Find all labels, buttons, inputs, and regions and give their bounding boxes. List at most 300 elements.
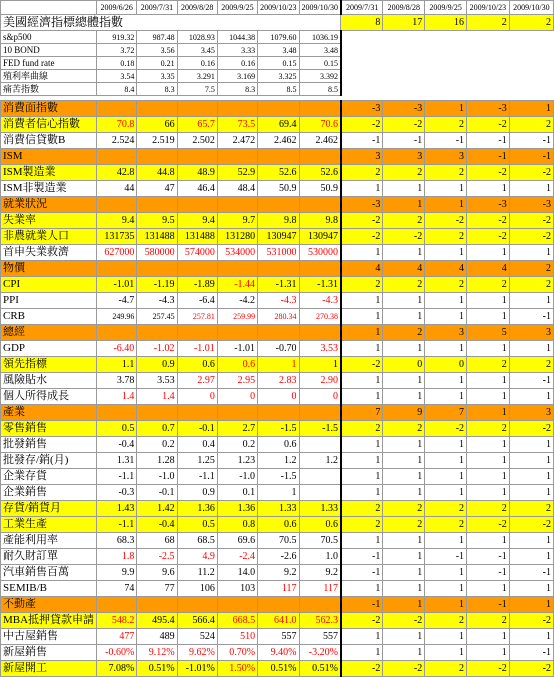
score-cell: 3 <box>509 325 553 341</box>
score-cell: 2 <box>341 501 383 517</box>
indicator-label: 非農就業人口 <box>1 229 97 245</box>
indicator-value: 1.33 <box>299 501 341 517</box>
indicator-value: 1.36 <box>177 501 217 517</box>
indicator-value <box>258 197 299 213</box>
indicator-row <box>1 629 554 645</box>
indicator-value <box>217 261 257 277</box>
indicator-value: 0 <box>258 389 299 405</box>
score-cell: 2 <box>383 165 425 181</box>
indicator-value: -1.01% <box>177 661 217 677</box>
indicator-row <box>1 133 554 149</box>
category-row <box>1 101 554 117</box>
summary-label: FED fund rate <box>1 57 97 70</box>
score-cell: 9 <box>383 405 425 421</box>
indicator-row <box>1 309 554 325</box>
indicator-value: 0.8 <box>217 517 257 533</box>
indicator-value: -1.5 <box>299 421 341 437</box>
indicator-label: 存貨/銷貨月 <box>1 501 97 517</box>
score-cell: 1 <box>425 293 467 309</box>
score-cell: 1 <box>425 597 467 613</box>
indicator-value: 477 <box>97 629 137 645</box>
summary-value: 3.291 <box>177 70 217 83</box>
indicator-value: 0.6 <box>258 517 299 533</box>
indicator-value: 52.9 <box>217 165 257 181</box>
indicator-row <box>1 501 554 517</box>
indicator-value <box>258 405 299 421</box>
score-date-header: 2009/10/23 <box>467 1 510 15</box>
indicator-value: 2.83 <box>258 373 299 389</box>
indicator-value: -1.01 <box>97 277 137 293</box>
indicator-value: 259.99 <box>217 309 257 325</box>
score-cell: 1 <box>467 309 510 325</box>
score-cell: 1 <box>341 437 383 453</box>
score-cell: 1 <box>425 309 467 325</box>
score-total: 17 <box>383 15 425 31</box>
summary-value: 3.169 <box>217 70 257 83</box>
indicator-value <box>137 261 177 277</box>
score-cell: 1 <box>425 533 467 549</box>
score-cell: 1 <box>509 181 553 197</box>
score-cell: 2 <box>467 421 510 437</box>
indicator-value: 9.5 <box>137 213 177 229</box>
title-row <box>1 15 554 31</box>
score-cell: -1 <box>341 597 383 613</box>
indicator-value: 9.8 <box>258 213 299 229</box>
indicator-value: 74 <box>97 581 137 597</box>
indicator-value: 131280 <box>217 229 257 245</box>
score-cell: 1 <box>425 389 467 405</box>
indicator-value: 627000 <box>97 245 137 261</box>
indicator-value: -1.02 <box>137 341 177 357</box>
score-date-header: 2009/7/31 <box>341 1 383 15</box>
score-cell: 2 <box>425 613 467 629</box>
score-cell: 4 <box>341 261 383 277</box>
indicator-value <box>299 149 341 165</box>
score-cell: 1 <box>425 181 467 197</box>
score-cell: 1 <box>425 341 467 357</box>
score-cell: 7 <box>341 405 383 421</box>
score-cell: -1 <box>341 565 383 581</box>
summary-value: 3.35 <box>137 70 177 83</box>
score-cell: -2 <box>467 213 510 229</box>
indicator-value: 0.51% <box>299 661 341 677</box>
indicator-label: 新屋銷售 <box>1 645 97 661</box>
summary-value: 3.56 <box>137 44 177 57</box>
score-cell: 1 <box>383 565 425 581</box>
indicator-value: -1.5 <box>258 421 299 437</box>
indicator-label: 消費者信心指數 <box>1 117 97 133</box>
indicator-value: -4.7 <box>97 293 137 309</box>
score-cell: -2 <box>467 117 510 133</box>
summary-row <box>1 70 554 83</box>
score-cell: 1 <box>467 181 510 197</box>
indicator-value: 1.0 <box>299 549 341 565</box>
score-cell: 2 <box>425 117 467 133</box>
summary-blank-cell <box>341 70 554 83</box>
indicator-value: 1.43 <box>97 501 137 517</box>
indicator-value: 257.45 <box>137 309 177 325</box>
score-cell: 3 <box>425 325 467 341</box>
indicator-value: 44.8 <box>137 165 177 181</box>
indicator-value <box>217 101 257 117</box>
indicator-value: -2.5 <box>137 549 177 565</box>
indicator-value <box>177 149 217 165</box>
score-cell: -3 <box>341 101 383 117</box>
indicator-value: 270.38 <box>299 309 341 325</box>
category-row <box>1 405 554 421</box>
summary-value: 3.45 <box>177 44 217 57</box>
score-cell: 1 <box>467 405 510 421</box>
indicator-value: 2.90 <box>299 373 341 389</box>
indicator-label: 批發銷售 <box>1 437 97 453</box>
summary-value: 3.72 <box>97 44 137 57</box>
score-total: 16 <box>425 15 467 31</box>
score-cell: 4 <box>467 261 510 277</box>
score-cell: -1 <box>509 149 553 165</box>
indicator-value: 2.97 <box>177 373 217 389</box>
score-cell: -1 <box>509 645 553 661</box>
indicator-value: 69.4 <box>258 117 299 133</box>
score-cell: 1 <box>425 197 467 213</box>
score-cell: -3 <box>467 101 510 117</box>
indicator-value: 0 <box>217 389 257 405</box>
score-cell: -2 <box>341 213 383 229</box>
indicator-row <box>1 229 554 245</box>
summary-value: 3.33 <box>217 44 257 57</box>
indicator-value: 0.51% <box>258 661 299 677</box>
indicator-value: 1.2 <box>258 453 299 469</box>
score-cell: 1 <box>383 629 425 645</box>
date-header: 2009/6/26 <box>97 1 137 15</box>
indicator-value <box>299 325 341 341</box>
score-cell: 1 <box>383 437 425 453</box>
score-cell: 1 <box>467 341 510 357</box>
score-cell: -1 <box>341 549 383 565</box>
indicator-value: 4.9 <box>177 549 217 565</box>
date-header: 2009/7/31 <box>137 1 177 15</box>
indicator-value: 524 <box>177 629 217 645</box>
indicator-value: 0.4 <box>177 437 217 453</box>
indicator-value: 9.4 <box>177 213 217 229</box>
indicator-value <box>97 325 137 341</box>
indicator-value: 0.51% <box>137 661 177 677</box>
score-cell: 1 <box>383 453 425 469</box>
score-cell: 1 <box>425 645 467 661</box>
indicator-value: -4.2 <box>217 293 257 309</box>
indicator-label: 失業率 <box>1 213 97 229</box>
indicator-value: 131488 <box>137 229 177 245</box>
score-total: 2 <box>467 15 510 31</box>
category-row <box>1 197 554 213</box>
indicator-value: 3.53 <box>137 373 177 389</box>
indicator-row <box>1 181 554 197</box>
score-cell: 1 <box>425 437 467 453</box>
indicator-value: 562.3 <box>299 613 341 629</box>
header-dates-row <box>1 1 554 15</box>
indicator-value: 0.9 <box>137 357 177 373</box>
summary-value: 8.4 <box>97 83 137 96</box>
score-cell: -2 <box>383 229 425 245</box>
indicator-value: 70.5 <box>299 533 341 549</box>
category-row <box>1 597 554 613</box>
indicator-value: -1.19 <box>137 277 177 293</box>
indicator-value: 0.6 <box>177 357 217 373</box>
indicator-value: 1.4 <box>137 389 177 405</box>
score-cell: 2 <box>509 277 553 293</box>
indicator-label: 消費信貸數B <box>1 133 97 149</box>
score-cell: -2 <box>383 661 425 677</box>
score-cell: 1 <box>383 389 425 405</box>
score-cell: 1 <box>467 453 510 469</box>
indicator-value: 0.5 <box>177 517 217 533</box>
indicator-value <box>217 197 257 213</box>
indicator-value: -4.3 <box>258 293 299 309</box>
indicator-value: 0 <box>177 389 217 405</box>
score-cell: 1 <box>509 101 553 117</box>
score-cell: 1 <box>467 629 510 645</box>
summary-blank-cell <box>341 83 554 96</box>
indicator-value: 9.2 <box>258 565 299 581</box>
indicator-value: 2.462 <box>258 133 299 149</box>
score-cell: -2 <box>509 661 553 677</box>
indicator-value: 0.6 <box>217 357 257 373</box>
indicator-value: 2.524 <box>97 133 137 149</box>
score-cell: -2 <box>341 357 383 373</box>
score-cell: 2 <box>509 357 553 373</box>
indicator-value <box>258 149 299 165</box>
indicator-value: 0.9 <box>177 485 217 501</box>
indicator-value: -6.4 <box>177 293 217 309</box>
score-cell: 1 <box>341 629 383 645</box>
indicator-value: 50.9 <box>258 181 299 197</box>
score-cell: 1 <box>341 341 383 357</box>
indicator-value: -1.0 <box>137 469 177 485</box>
score-cell: 1 <box>467 533 510 549</box>
indicator-value: 9.40% <box>258 645 299 661</box>
indicator-row <box>1 565 554 581</box>
summary-label: s&p500 <box>1 31 97 44</box>
indicator-value <box>299 197 341 213</box>
indicator-value: 1.2 <box>299 453 341 469</box>
summary-value: 0.15 <box>258 57 299 70</box>
indicator-value: 510 <box>217 629 257 645</box>
summary-value: 3.392 <box>299 70 341 83</box>
indicator-value: 2.472 <box>217 133 257 149</box>
score-cell: -3 <box>509 197 553 213</box>
score-cell: 1 <box>425 453 467 469</box>
indicator-label: CRB <box>1 309 97 325</box>
indicator-row <box>1 437 554 453</box>
score-cell: 2 <box>383 277 425 293</box>
indicator-value <box>137 597 177 613</box>
category-row <box>1 261 554 277</box>
indicator-value: 2.7 <box>217 421 257 437</box>
score-cell: 1 <box>383 533 425 549</box>
score-cell: 2 <box>467 357 510 373</box>
indicator-row <box>1 245 554 261</box>
indicator-row <box>1 277 554 293</box>
indicator-value: 1.28 <box>137 453 177 469</box>
score-cell: -2 <box>383 613 425 629</box>
indicator-row <box>1 661 554 677</box>
indicator-value: -1.1 <box>177 469 217 485</box>
indicator-value: -1.1 <box>97 517 137 533</box>
score-cell: 1 <box>341 469 383 485</box>
indicator-value: 668.5 <box>217 613 257 629</box>
score-cell: 2 <box>467 501 510 517</box>
indicator-value: 1.42 <box>137 501 177 517</box>
indicator-label: 零售銷售 <box>1 421 97 437</box>
score-cell: 1 <box>509 629 553 645</box>
indicator-value: 280.34 <box>258 309 299 325</box>
score-cell: 2 <box>383 325 425 341</box>
indicator-value: 0.2 <box>137 437 177 453</box>
score-cell: 2 <box>425 501 467 517</box>
score-cell: 1 <box>425 581 467 597</box>
indicator-value: 249.96 <box>97 309 137 325</box>
score-cell: 1 <box>425 101 467 117</box>
indicator-label: 企業銷售 <box>1 485 97 501</box>
score-cell: 1 <box>341 293 383 309</box>
indicator-value <box>258 261 299 277</box>
score-cell: 2 <box>383 421 425 437</box>
score-cell: -2 <box>467 517 510 533</box>
indicator-label: 工業生產 <box>1 517 97 533</box>
score-cell: 0 <box>383 357 425 373</box>
indicator-value: -2.6 <box>258 549 299 565</box>
score-cell: -1 <box>425 133 467 149</box>
indicator-value: 489 <box>137 629 177 645</box>
score-cell: 2 <box>509 117 553 133</box>
score-cell: 1 <box>509 581 553 597</box>
category-label: 就業狀況 <box>1 197 97 213</box>
indicator-value: 9.8 <box>299 213 341 229</box>
summary-row <box>1 31 554 44</box>
indicator-row <box>1 581 554 597</box>
score-cell: -1 <box>467 133 510 149</box>
score-cell: 1 <box>425 245 467 261</box>
indicator-label: 耐久財訂單 <box>1 549 97 565</box>
indicator-value: 68.5 <box>177 533 217 549</box>
indicator-label: 企業存貨 <box>1 469 97 485</box>
indicator-value: 50.9 <box>299 181 341 197</box>
indicator-value: 130947 <box>299 229 341 245</box>
score-cell: 1 <box>383 341 425 357</box>
indicator-value <box>97 101 137 117</box>
indicator-value: -1.31 <box>299 277 341 293</box>
score-cell: -3 <box>341 197 383 213</box>
indicator-row <box>1 549 554 565</box>
summary-value: 1036.19 <box>299 31 341 44</box>
indicator-label: 首申失業救濟 <box>1 245 97 261</box>
indicator-value: 70.8 <box>97 117 137 133</box>
score-cell: 2 <box>509 501 553 517</box>
score-cell: 1 <box>341 245 383 261</box>
score-cell: 1 <box>383 181 425 197</box>
indicator-value: 9.7 <box>217 213 257 229</box>
score-cell: 1 <box>509 549 553 565</box>
indicator-value <box>97 149 137 165</box>
indicator-value: 47 <box>137 181 177 197</box>
score-cell: 1 <box>383 581 425 597</box>
indicator-value: 2.502 <box>177 133 217 149</box>
score-cell: -1 <box>467 565 510 581</box>
score-cell: 3 <box>425 149 467 165</box>
score-cell: 2 <box>383 501 425 517</box>
score-cell: -1 <box>467 549 510 565</box>
score-cell: 1 <box>509 389 553 405</box>
score-cell: 1 <box>383 245 425 261</box>
score-cell: 1 <box>341 645 383 661</box>
indicator-row <box>1 485 554 501</box>
indicator-value: 106 <box>177 581 217 597</box>
score-cell: -3 <box>467 197 510 213</box>
indicator-value: 1.8 <box>97 549 137 565</box>
score-cell: -2 <box>467 229 510 245</box>
indicator-value: 9.12% <box>137 645 177 661</box>
score-cell: 5 <box>467 325 510 341</box>
indicator-label: GDP <box>1 341 97 357</box>
summary-value: 7.5 <box>177 83 217 96</box>
indicator-value <box>137 101 177 117</box>
indicator-value: 1.36 <box>217 501 257 517</box>
indicator-value <box>258 101 299 117</box>
indicator-value: 9.2 <box>299 565 341 581</box>
date-header: 2009/10/23 <box>258 1 299 15</box>
indicator-value: 69.6 <box>217 533 257 549</box>
indicator-value <box>97 261 137 277</box>
indicator-value: -0.4 <box>137 517 177 533</box>
indicator-row <box>1 357 554 373</box>
date-header: 2009/8/28 <box>177 1 217 15</box>
indicator-value <box>137 149 177 165</box>
score-cell: -2 <box>509 165 553 181</box>
indicator-value <box>97 197 137 213</box>
indicator-value: 9.62% <box>177 645 217 661</box>
summary-value: 3.48 <box>299 44 341 57</box>
score-cell: 1 <box>425 565 467 581</box>
category-row <box>1 149 554 165</box>
score-cell: 4 <box>383 261 425 277</box>
score-cell: 2 <box>425 277 467 293</box>
score-cell: 2 <box>383 213 425 229</box>
score-cell: -2 <box>467 661 510 677</box>
indicator-value: 257.81 <box>177 309 217 325</box>
indicator-label: 中古屋銷售 <box>1 629 97 645</box>
summary-value: 3.54 <box>97 70 137 83</box>
indicator-label: 汽車銷售百萬 <box>1 565 97 581</box>
indicator-value: 3.53 <box>299 341 341 357</box>
indicator-label: 風險貼水 <box>1 373 97 389</box>
indicator-value: -0.60% <box>97 645 137 661</box>
indicator-value <box>177 261 217 277</box>
indicator-value: -0.3 <box>97 485 137 501</box>
score-cell: 1 <box>509 437 553 453</box>
score-cell: 1 <box>383 485 425 501</box>
indicator-value: 9.6 <box>137 565 177 581</box>
indicator-value: -1.01 <box>177 341 217 357</box>
indicator-value: 11.2 <box>177 565 217 581</box>
indicator-value: 495.4 <box>137 613 177 629</box>
indicator-value: 1.23 <box>217 453 257 469</box>
score-cell: 2 <box>425 165 467 181</box>
score-cell: 1 <box>383 309 425 325</box>
indicator-value: 1.31 <box>97 453 137 469</box>
summary-value: 8.5 <box>299 83 341 96</box>
score-cell: 2 <box>425 229 467 245</box>
category-label: 產業 <box>1 405 97 421</box>
summary-value: 8.5 <box>258 83 299 96</box>
